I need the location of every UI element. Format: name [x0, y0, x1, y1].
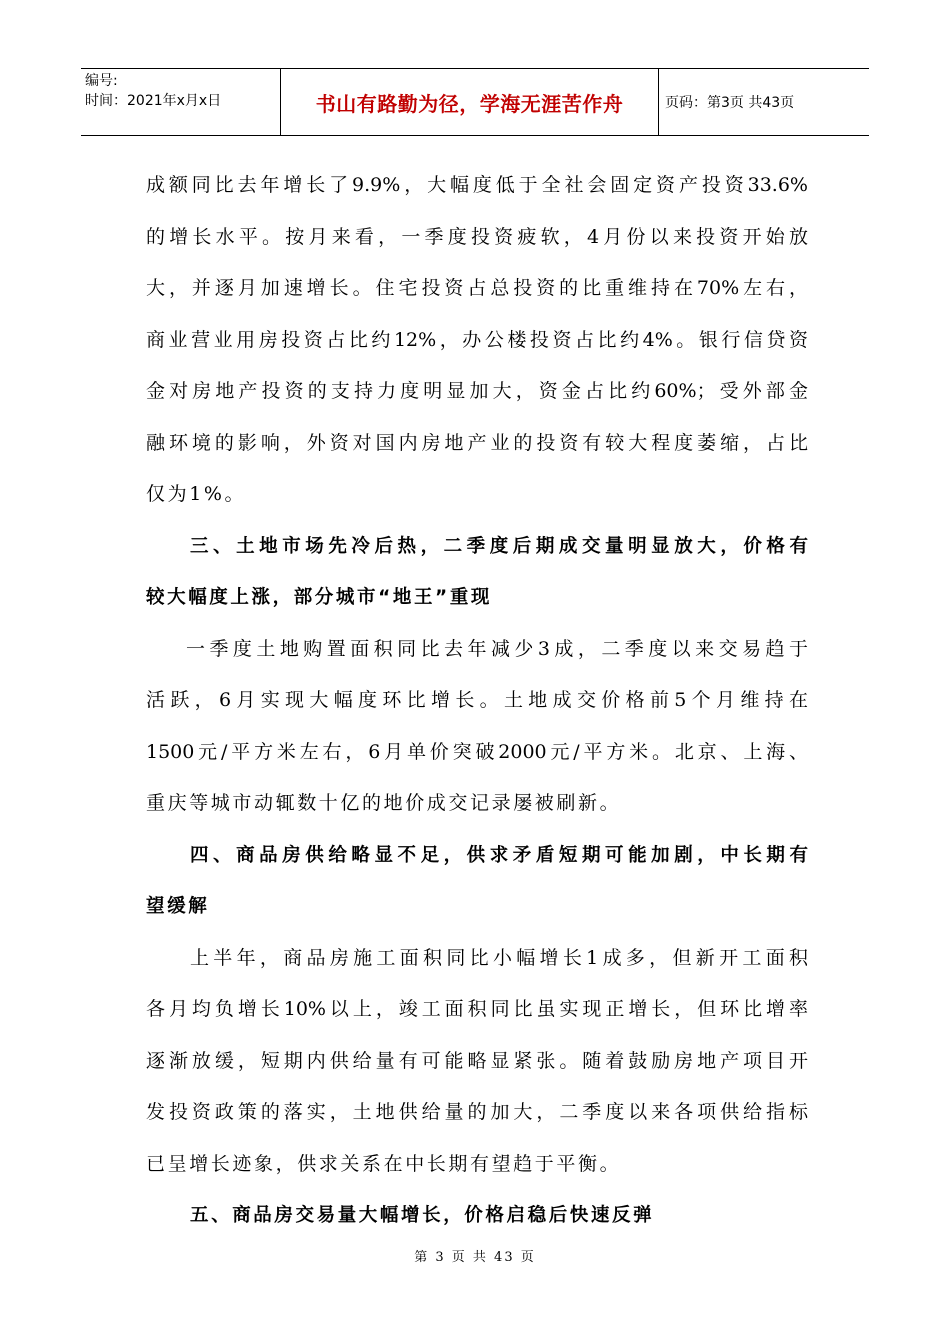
- paragraph-line: 金对房地产投资的支持力度明显加大，资金占比约60%；受外部金: [146, 380, 808, 402]
- section-heading: 较大幅度上涨，部分城市“地王”重现: [146, 587, 493, 608]
- paragraph-line: 活跃，6月实现大幅度环比增长。土地成交价格前5个月维持在: [146, 689, 808, 711]
- paragraph-line: 仅为1%。: [146, 483, 247, 505]
- page-header: [81, 68, 869, 136]
- paragraph-line: 上半年，商品房施工面积同比小幅增长1成多，但新开工面积: [190, 946, 808, 969]
- paragraph-line: 的增长水平。按月来看，一季度投资疲软，4月份以来投资开始放: [146, 225, 808, 248]
- footer-page-label: 第 3 页 共 43 页: [414, 1250, 536, 1265]
- paragraph-line: 成额同比去年增长了9.9%，大幅度低于全社会固定资产投资33.6%: [146, 174, 808, 196]
- paragraph-line: 一季度土地购置面积同比去年减少3成，二季度以来交易趋于: [186, 637, 808, 660]
- section-heading: 五、商品房交易量大幅增长，价格启稳后快速反弹: [190, 1205, 655, 1226]
- paragraph-line: 各月均负增长10%以上，竣工面积同比虽实现正增长，但环比增率: [146, 998, 808, 1020]
- page-footer: [0, 1246, 950, 1265]
- paragraph-line: 重庆等城市动辄数十亿的地价成交记录屡被刷新。: [146, 792, 622, 814]
- paragraph-line: 1500元/平方米左右，6月单价突破2000元/平方米。北京、上海、: [146, 740, 808, 763]
- paragraph-line: 大，并逐月加速增长。住宅投资占总投资的比重维持在70%左右，: [146, 277, 808, 299]
- header-motto: [281, 69, 659, 135]
- date-label: 时间：2021年x月x日: [85, 93, 222, 109]
- motto-text: 书山有路勤为径，学海无涯苦作舟: [315, 91, 624, 116]
- paragraph-line: 逐渐放缓，短期内供给量有可能略显紧张。随着鼓励房地产项目开: [146, 1049, 808, 1072]
- paragraph-line: 融环境的影响，外资对国内房地产业的投资有较大程度萎缩，占比: [146, 431, 808, 454]
- doc-number-label: 编号:: [85, 73, 118, 89]
- header-meta: [81, 69, 281, 135]
- section-heading: 三、土地市场先冷后热，二季度后期成交量明显放大，价格有: [190, 535, 808, 557]
- page-info-text: 页码：第3页 共43页: [665, 95, 795, 111]
- paragraph-line: 商业营业用房投资占比约12%，办公楼投资占比约4%。银行信贷资: [146, 328, 808, 351]
- document-body: [146, 160, 808, 1242]
- section-heading: 望缓解: [146, 896, 210, 917]
- section-heading: 四、商品房供给略显不足，供求矛盾短期可能加剧，中长期有: [190, 844, 808, 866]
- paragraph-line: 已呈增长迹象，供求关系在中长期有望趋于平衡。: [146, 1152, 622, 1175]
- header-page-info: [659, 69, 869, 135]
- paragraph-line: 发投资政策的落实，土地供给量的加大，二季度以来各项供给指标: [146, 1101, 808, 1123]
